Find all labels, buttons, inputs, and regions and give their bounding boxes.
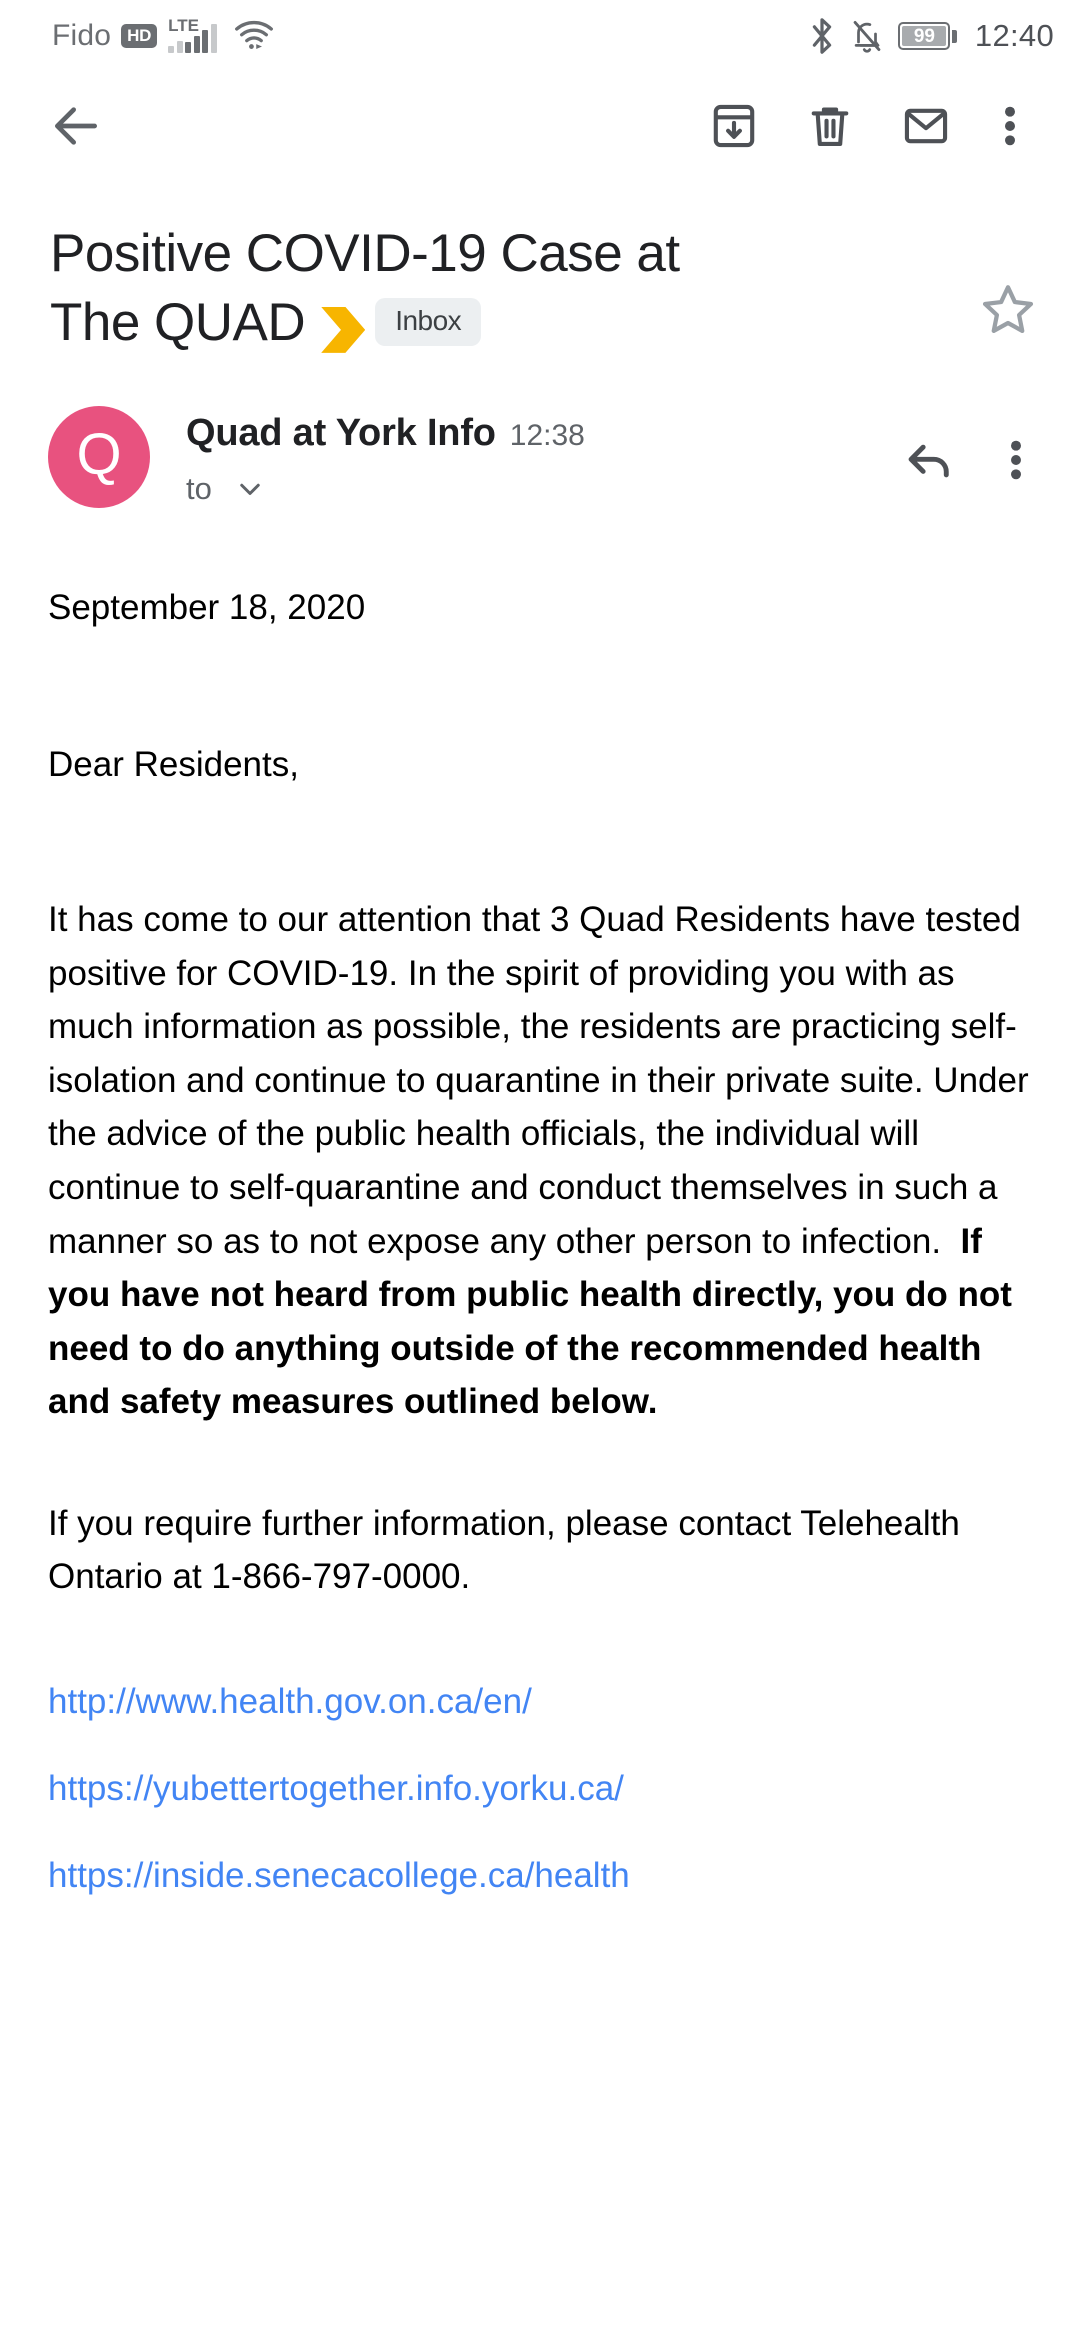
more-vertical-icon [995, 434, 1037, 489]
body-date: September 18, 2020 [48, 588, 366, 627]
status-bar-left [52, 16, 275, 53]
email-toolbar [0, 72, 1080, 182]
bell-muted-icon [850, 17, 884, 55]
hd-badge-icon: HD [121, 24, 157, 48]
signal-bars-icon [167, 16, 217, 53]
spacer [48, 785, 1040, 893]
more-vertical-icon [988, 100, 1032, 155]
back-button[interactable] [48, 79, 128, 175]
body-paragraph-2: If you require further information, please contact Telehealth Ontario at 1-866-797-0000. [48, 1503, 960, 1597]
subject-row [0, 182, 1080, 360]
important-chevron-icon[interactable] [321, 307, 365, 353]
body-paragraph-1-bold: If you have not heard from public health directly, you do not need to do anything outside of the recommended health and safety measures outlined below. [48, 1221, 1012, 1422]
bluetooth-icon [808, 17, 836, 55]
body-paragraph-1-normal: It has come to our attention that 3 Quad Residents have tested positive for COVID-19. In the spirit of providing you with as much information as possible, the residents are practicing self-isolation and continue to quarantine in their private suite. Under the advice of the public health officials, the individual will continue to self-quarantine and conduct themselves in such a manner so as to not expose any other person to infection. [48, 900, 1029, 1261]
body-links [48, 1672, 1040, 1900]
toolbar-more-button[interactable] [974, 79, 1046, 175]
spacer [48, 1429, 1040, 1497]
spacer [48, 631, 1040, 745]
delete-button[interactable] [782, 79, 878, 175]
network-type-label: LTE [168, 16, 199, 35]
status-bar [0, 0, 1080, 72]
recipient-label: to [186, 471, 212, 506]
carrier-name: Fido [52, 19, 112, 52]
email-subject [50, 220, 960, 358]
status-bar-right [808, 17, 1054, 55]
archive-icon [708, 100, 760, 155]
mark-unread-button[interactable] [878, 79, 974, 175]
spacer [48, 1604, 1040, 1672]
subject-line-2: The QUAD [50, 292, 306, 352]
message-more-button[interactable] [982, 416, 1050, 506]
star-button[interactable] [960, 264, 1056, 360]
envelope-icon [900, 100, 952, 155]
reply-arrow-icon [901, 432, 957, 491]
email-body [0, 584, 1080, 1900]
sender-line-primary [186, 412, 884, 455]
body-link-1[interactable]: http://www.health.gov.on.ca/en/ [48, 1681, 532, 1721]
wifi-icon [233, 20, 275, 52]
recipient-expander[interactable] [186, 471, 884, 507]
archive-button[interactable] [686, 79, 782, 175]
body-salutation: Dear Residents, [48, 745, 299, 785]
trash-icon [804, 100, 856, 155]
body-link-3[interactable]: https://inside.senecacollege.ca/health [48, 1856, 630, 1896]
email-timestamp: 12:38 [509, 419, 585, 452]
avatar[interactable]: Q [48, 406, 150, 508]
body-paragraph-1 [48, 893, 1040, 1428]
back-arrow-icon [48, 98, 104, 157]
star-outline-icon [976, 279, 1040, 346]
sender-name[interactable]: Quad at York Info [186, 412, 496, 454]
battery-percent-label: 99 [913, 25, 935, 47]
clock: 12:40 [974, 18, 1054, 53]
body-link-2[interactable]: https://yubettertogether.info.yorku.ca/ [48, 1769, 624, 1809]
subject-tail [305, 302, 481, 350]
message-actions [884, 406, 1050, 506]
battery-icon [898, 22, 957, 50]
sender-info [150, 406, 884, 507]
chevron-down-icon [232, 471, 268, 507]
sender-row [0, 360, 1080, 508]
reply-button[interactable] [884, 416, 974, 506]
subject-line-1: Positive COVID-19 Case at [50, 224, 680, 283]
label-chip-inbox[interactable]: Inbox [375, 298, 481, 346]
